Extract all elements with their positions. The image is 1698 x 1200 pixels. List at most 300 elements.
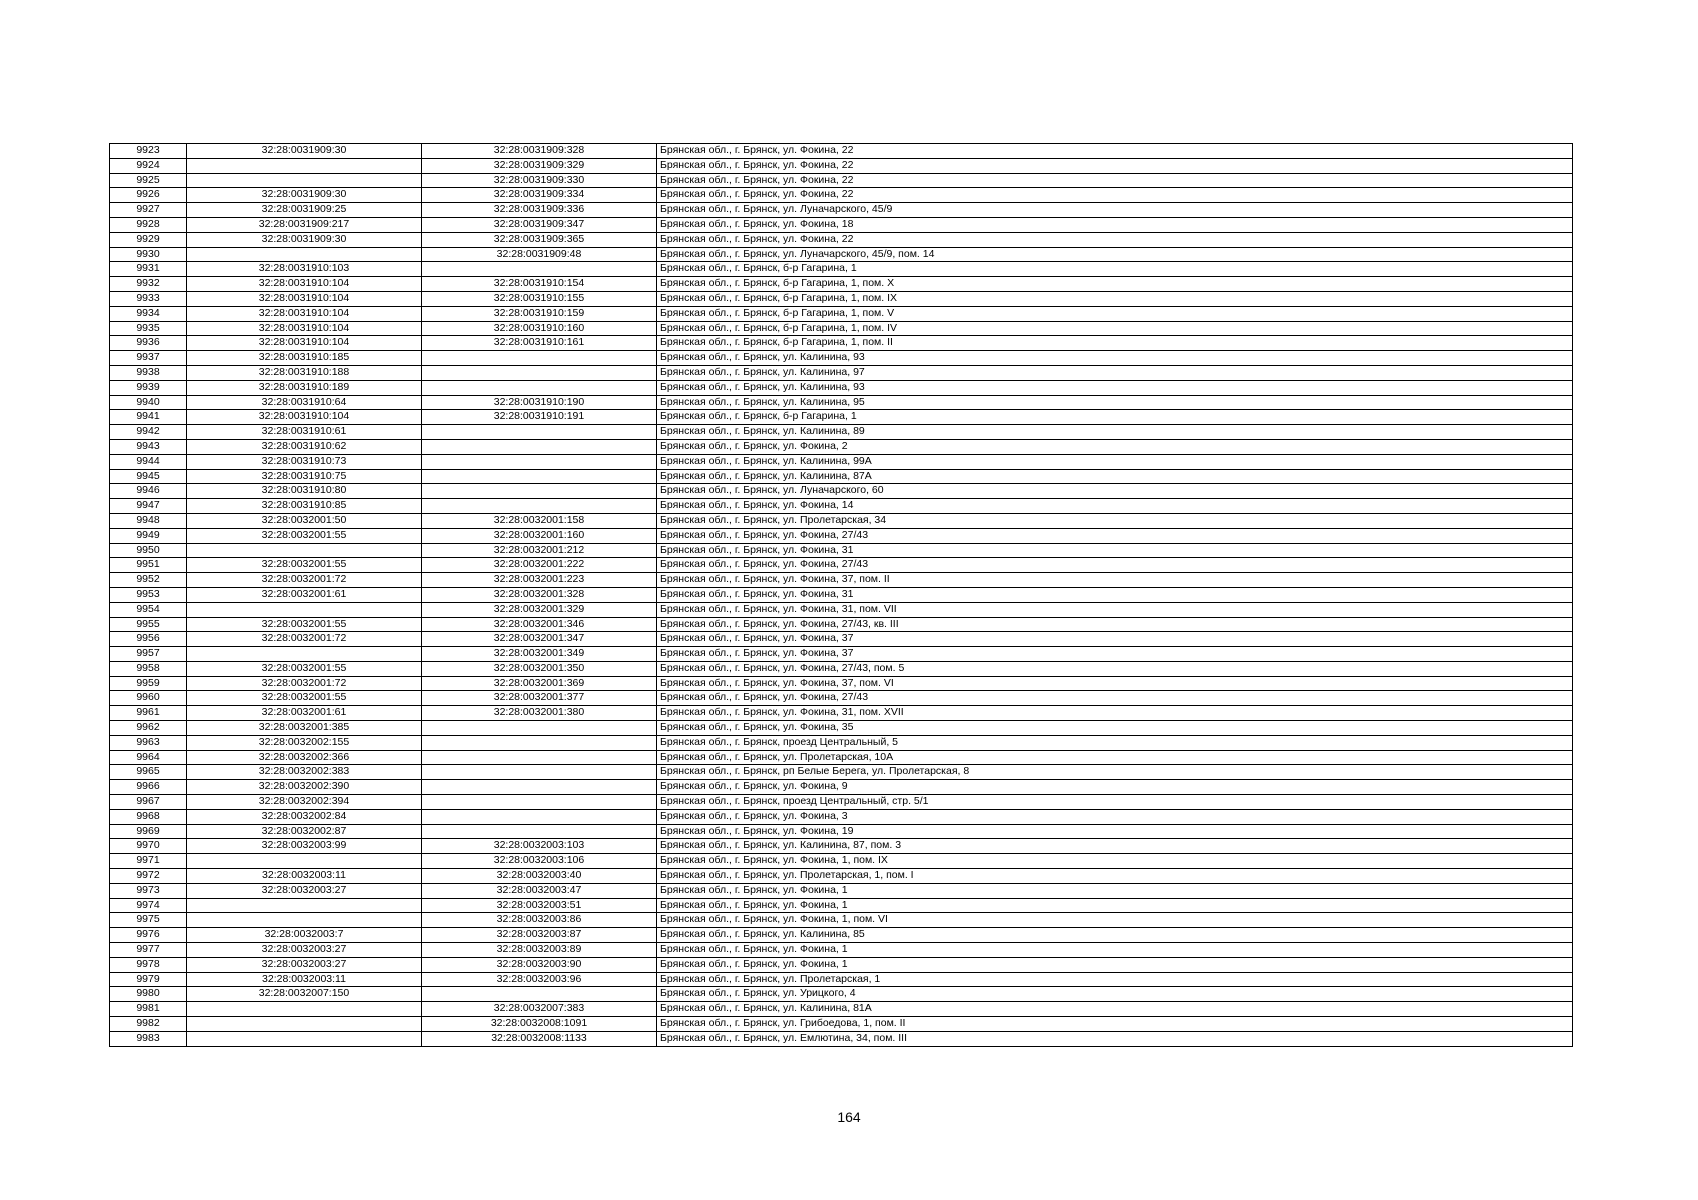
object-cadastral-number-cell: 32:28:0032003:103 [422,839,657,854]
row-number-cell: 9930 [110,247,187,262]
row-number-cell: 9951 [110,558,187,573]
object-cadastral-number-cell: 32:28:0032001:329 [422,602,657,617]
parcel-cadastral-number-cell: 32:28:0031910:80 [187,484,422,499]
parcel-cadastral-number-cell [187,913,422,928]
table-row [110,484,1573,499]
row-number-cell: 9967 [110,795,187,810]
object-cadastral-number-cell: 32:28:0031910:191 [422,410,657,425]
row-number-cell: 9969 [110,824,187,839]
parcel-cadastral-number-cell: 32:28:0031909:30 [187,188,422,203]
row-number-cell: 9955 [110,617,187,632]
parcel-cadastral-number-cell: 32:28:0032007:150 [187,987,422,1002]
object-cadastral-number-cell: 32:28:0032001:160 [422,528,657,543]
table-row [110,158,1573,173]
row-number-cell: 9962 [110,721,187,736]
parcel-cadastral-number-cell: 32:28:0031910:104 [187,277,422,292]
parcel-cadastral-number-cell: 32:28:0032003:11 [187,869,422,884]
row-number-cell: 9944 [110,454,187,469]
object-cadastral-number-cell [422,365,657,380]
row-number-cell: 9970 [110,839,187,854]
row-number-cell: 9964 [110,750,187,765]
parcel-cadastral-number-cell: 32:28:0032001:55 [187,558,422,573]
address-cell: Брянская обл., г. Брянск, ул. Фокина, 31 [657,587,1573,602]
address-cell: Брянская обл., г. Брянск, ул. Пролетарская, 10А [657,750,1573,765]
table-row [110,425,1573,440]
table-row [110,602,1573,617]
table-body [110,144,1573,1047]
address-cell: Брянская обл., г. Брянск, ул. Фокина, 27/43 [657,558,1573,573]
parcel-cadastral-number-cell [187,173,422,188]
address-cell: Брянская обл., г. Брянск, ул. Калинина, 93 [657,380,1573,395]
address-cell: Брянская обл., г. Брянск, ул. Фокина, 22 [657,158,1573,173]
object-cadastral-number-cell [422,469,657,484]
row-number-cell: 9926 [110,188,187,203]
table-row [110,869,1573,884]
address-cell: Брянская обл., г. Брянск, ул. Калинина, 87, пом. 3 [657,839,1573,854]
object-cadastral-number-cell: 32:28:0032001:377 [422,691,657,706]
object-cadastral-number-cell [422,765,657,780]
address-cell: Брянская обл., г. Брянск, ул. Фокина, 31, пом. XVII [657,706,1573,721]
address-cell: Брянская обл., г. Брянск, ул. Луначарского, 45/9, пом. 14 [657,247,1573,262]
address-cell: Брянская обл., г. Брянск, б-р Гагарина, 1, пом. V [657,306,1573,321]
parcel-cadastral-number-cell [187,898,422,913]
parcel-cadastral-number-cell: 32:28:0032002:366 [187,750,422,765]
parcel-cadastral-number-cell: 32:28:0031910:61 [187,425,422,440]
address-cell: Брянская обл., г. Брянск, ул. Фокина, 22 [657,173,1573,188]
table-row [110,439,1573,454]
address-cell: Брянская обл., г. Брянск, ул. Фокина, 19 [657,824,1573,839]
object-cadastral-number-cell: 32:28:0031909:330 [422,173,657,188]
table-row [110,972,1573,987]
address-cell: Брянская обл., г. Брянск, ул. Фокина, 22 [657,188,1573,203]
parcel-cadastral-number-cell: 32:28:0032002:87 [187,824,422,839]
address-cell: Брянская обл., г. Брянск, ул. Фокина, 14 [657,499,1573,514]
table-row [110,321,1573,336]
address-cell: Брянская обл., г. Брянск, ул. Фокина, 31 [657,543,1573,558]
address-cell: Брянская обл., г. Брянск, ул. Фокина, 35 [657,721,1573,736]
table-row [110,573,1573,588]
object-cadastral-number-cell [422,499,657,514]
row-number-cell: 9971 [110,854,187,869]
row-number-cell: 9935 [110,321,187,336]
row-number-cell: 9982 [110,1017,187,1032]
table-row [110,1002,1573,1017]
row-number-cell: 9925 [110,173,187,188]
parcel-cadastral-number-cell [187,247,422,262]
row-number-cell: 9929 [110,232,187,247]
address-cell: Брянская обл., г. Брянск, рп Белые Берега, ул. Пролетарская, 8 [657,765,1573,780]
parcel-cadastral-number-cell: 32:28:0032001:55 [187,617,422,632]
object-cadastral-number-cell: 32:28:0031909:328 [422,144,657,159]
object-cadastral-number-cell: 32:28:0032001:347 [422,632,657,647]
address-cell: Брянская обл., г. Брянск, ул. Луначарского, 60 [657,484,1573,499]
row-number-cell: 9965 [110,765,187,780]
address-cell: Брянская обл., г. Брянск, ул. Пролетарская, 1, пом. I [657,869,1573,884]
parcel-cadastral-number-cell: 32:28:0031910:73 [187,454,422,469]
address-cell: Брянская обл., г. Брянск, ул. Фокина, 27/43 [657,691,1573,706]
row-number-cell: 9949 [110,528,187,543]
object-cadastral-number-cell: 32:28:0031910:190 [422,395,657,410]
row-number-cell: 9973 [110,883,187,898]
row-number-cell: 9956 [110,632,187,647]
table-row [110,617,1573,632]
address-cell: Брянская обл., г. Брянск, ул. Фокина, 1 [657,957,1573,972]
table-row [110,336,1573,351]
object-cadastral-number-cell [422,809,657,824]
table-row [110,913,1573,928]
row-number-cell: 9927 [110,203,187,218]
object-cadastral-number-cell: 32:28:0031909:329 [422,158,657,173]
page-number: 164 [837,1109,861,1125]
address-cell: Брянская обл., г. Брянск, ул. Фокина, 1 [657,943,1573,958]
table-row [110,543,1573,558]
row-number-cell: 9966 [110,780,187,795]
table-row [110,691,1573,706]
address-cell: Брянская обл., г. Брянск, ул. Калинина, 85 [657,928,1573,943]
table-row [110,647,1573,662]
address-cell: Брянская обл., г. Брянск, ул. Фокина, 22 [657,144,1573,159]
parcel-cadastral-number-cell: 32:28:0031910:75 [187,469,422,484]
table-row [110,203,1573,218]
object-cadastral-number-cell: 32:28:0032001:158 [422,513,657,528]
address-cell: Брянская обл., г. Брянск, ул. Фокина, 2 [657,439,1573,454]
table-row [110,513,1573,528]
parcel-cadastral-number-cell: 32:28:0032001:50 [187,513,422,528]
object-cadastral-number-cell: 32:28:0032001:350 [422,661,657,676]
parcel-cadastral-number-cell: 32:28:0032003:99 [187,839,422,854]
address-cell: Брянская обл., г. Брянск, ул. Калинина, 99А [657,454,1573,469]
object-cadastral-number-cell: 32:28:0032003:90 [422,957,657,972]
row-number-cell: 9943 [110,439,187,454]
address-cell: Брянская обл., г. Брянск, ул. Фокина, 1, пом. VI [657,913,1573,928]
object-cadastral-number-cell: 32:28:0031909:336 [422,203,657,218]
address-cell: Брянская обл., г. Брянск, ул. Фокина, 27/43 [657,528,1573,543]
row-number-cell: 9948 [110,513,187,528]
table-row [110,587,1573,602]
parcel-cadastral-number-cell: 32:28:0032003:27 [187,883,422,898]
table-row [110,469,1573,484]
parcel-cadastral-number-cell: 32:28:0031910:188 [187,365,422,380]
address-cell: Брянская обл., г. Брянск, ул. Пролетарская, 34 [657,513,1573,528]
address-cell: Брянская обл., г. Брянск, ул. Фокина, 27/43, пом. 5 [657,661,1573,676]
object-cadastral-number-cell: 32:28:0032001:369 [422,676,657,691]
row-number-cell: 9924 [110,158,187,173]
parcel-cadastral-number-cell: 32:28:0031910:189 [187,380,422,395]
object-cadastral-number-cell [422,439,657,454]
address-cell: Брянская обл., г. Брянск, ул. Грибоедова, 1, пом. II [657,1017,1573,1032]
parcel-cadastral-number-cell: 32:28:0031910:64 [187,395,422,410]
address-cell: Брянская обл., г. Брянск, ул. Фокина, 22 [657,232,1573,247]
table-row [110,558,1573,573]
address-cell: Брянская обл., г. Брянск, ул. Фокина, 37, пом. II [657,573,1573,588]
table-row [110,765,1573,780]
object-cadastral-number-cell: 32:28:0031910:155 [422,291,657,306]
object-cadastral-number-cell: 32:28:0032003:96 [422,972,657,987]
object-cadastral-number-cell: 32:28:0032003:87 [422,928,657,943]
row-number-cell: 9945 [110,469,187,484]
row-number-cell: 9979 [110,972,187,987]
address-cell: Брянская обл., г. Брянск, ул. Фокина, 37 [657,632,1573,647]
row-number-cell: 9980 [110,987,187,1002]
table-row [110,854,1573,869]
row-number-cell: 9978 [110,957,187,972]
row-number-cell: 9968 [110,809,187,824]
address-cell: Брянская обл., г. Брянск, проезд Центральный, 5 [657,735,1573,750]
address-cell: Брянская обл., г. Брянск, ул. Луначарского, 45/9 [657,203,1573,218]
table-row [110,395,1573,410]
table-row [110,173,1573,188]
row-number-cell: 9950 [110,543,187,558]
row-number-cell: 9942 [110,425,187,440]
parcel-cadastral-number-cell: 32:28:0032003:11 [187,972,422,987]
address-cell: Брянская обл., г. Брянск, ул. Фокина, 31, пом. VII [657,602,1573,617]
parcel-cadastral-number-cell: 32:28:0032001:61 [187,706,422,721]
parcel-cadastral-number-cell: 32:28:0032001:72 [187,573,422,588]
object-cadastral-number-cell: 32:28:0031910:159 [422,306,657,321]
object-cadastral-number-cell: 32:28:0032003:86 [422,913,657,928]
object-cadastral-number-cell: 32:28:0032001:212 [422,543,657,558]
table-row [110,277,1573,292]
object-cadastral-number-cell: 32:28:0032008:1091 [422,1017,657,1032]
property-register-table [109,143,1573,1047]
object-cadastral-number-cell [422,721,657,736]
address-cell: Брянская обл., г. Брянск, б-р Гагарина, 1, пом. IX [657,291,1573,306]
address-cell: Брянская обл., г. Брянск, ул. Фокина, 18 [657,217,1573,232]
parcel-cadastral-number-cell: 32:28:0031910:185 [187,351,422,366]
table-row [110,661,1573,676]
parcel-cadastral-number-cell [187,1031,422,1046]
object-cadastral-number-cell: 32:28:0031909:334 [422,188,657,203]
table-row [110,380,1573,395]
parcel-cadastral-number-cell: 32:28:0031910:104 [187,306,422,321]
row-number-cell: 9931 [110,262,187,277]
row-number-cell: 9941 [110,410,187,425]
table-row [110,898,1573,913]
table-row [110,454,1573,469]
object-cadastral-number-cell [422,987,657,1002]
row-number-cell: 9952 [110,573,187,588]
table-row [110,839,1573,854]
row-number-cell: 9983 [110,1031,187,1046]
parcel-cadastral-number-cell: 32:28:0031909:30 [187,232,422,247]
object-cadastral-number-cell [422,735,657,750]
row-number-cell: 9947 [110,499,187,514]
object-cadastral-number-cell: 32:28:0032003:47 [422,883,657,898]
address-cell: Брянская обл., г. Брянск, ул. Калинина, 81А [657,1002,1573,1017]
table-row [110,706,1573,721]
object-cadastral-number-cell: 32:28:0032001:222 [422,558,657,573]
table-row [110,632,1573,647]
table-row [110,499,1573,514]
table-row [110,144,1573,159]
object-cadastral-number-cell [422,351,657,366]
row-number-cell: 9975 [110,913,187,928]
table-row [110,217,1573,232]
parcel-cadastral-number-cell: 32:28:0032001:55 [187,661,422,676]
row-number-cell: 9934 [110,306,187,321]
table-row [110,957,1573,972]
parcel-cadastral-number-cell: 32:28:0031909:217 [187,217,422,232]
parcel-cadastral-number-cell: 32:28:0031910:104 [187,336,422,351]
row-number-cell: 9957 [110,647,187,662]
parcel-cadastral-number-cell: 32:28:0032002:84 [187,809,422,824]
object-cadastral-number-cell [422,262,657,277]
table-row [110,795,1573,810]
table-row [110,780,1573,795]
object-cadastral-number-cell: 32:28:0032001:346 [422,617,657,632]
object-cadastral-number-cell: 32:28:0032008:1133 [422,1031,657,1046]
row-number-cell: 9940 [110,395,187,410]
parcel-cadastral-number-cell [187,1002,422,1017]
object-cadastral-number-cell: 32:28:0032003:40 [422,869,657,884]
object-cadastral-number-cell [422,380,657,395]
object-cadastral-number-cell: 32:28:0032001:349 [422,647,657,662]
address-cell: Брянская обл., г. Брянск, ул. Калинина, 95 [657,395,1573,410]
parcel-cadastral-number-cell: 32:28:0031909:25 [187,203,422,218]
address-cell: Брянская обл., г. Брянск, ул. Фокина, 1 [657,898,1573,913]
address-cell: Брянская обл., г. Брянск, ул. Фокина, 37, пом. VI [657,676,1573,691]
row-number-cell: 9977 [110,943,187,958]
object-cadastral-number-cell: 32:28:0032001:380 [422,706,657,721]
object-cadastral-number-cell [422,750,657,765]
row-number-cell: 9939 [110,380,187,395]
object-cadastral-number-cell: 32:28:0032003:89 [422,943,657,958]
parcel-cadastral-number-cell: 32:28:0032002:390 [187,780,422,795]
row-number-cell: 9946 [110,484,187,499]
row-number-cell: 9932 [110,277,187,292]
address-cell: Брянская обл., г. Брянск, ул. Фокина, 1 [657,883,1573,898]
table-row [110,247,1573,262]
parcel-cadastral-number-cell: 32:28:0032001:55 [187,528,422,543]
object-cadastral-number-cell: 32:28:0031910:154 [422,277,657,292]
table-row [110,676,1573,691]
row-number-cell: 9938 [110,365,187,380]
object-cadastral-number-cell: 32:28:0032007:383 [422,1002,657,1017]
address-cell: Брянская обл., г. Брянск, ул. Емлютина, 34, пом. III [657,1031,1573,1046]
parcel-cadastral-number-cell: 32:28:0032003:27 [187,957,422,972]
parcel-cadastral-number-cell: 32:28:0031910:104 [187,410,422,425]
row-number-cell: 9961 [110,706,187,721]
row-number-cell: 9963 [110,735,187,750]
table-row [110,351,1573,366]
object-cadastral-number-cell: 32:28:0031910:161 [422,336,657,351]
object-cadastral-number-cell [422,425,657,440]
object-cadastral-number-cell: 32:28:0031909:347 [422,217,657,232]
object-cadastral-number-cell: 32:28:0032003:106 [422,854,657,869]
parcel-cadastral-number-cell: 32:28:0032001:385 [187,721,422,736]
table-row [110,735,1573,750]
row-number-cell: 9937 [110,351,187,366]
table-row [110,232,1573,247]
parcel-cadastral-number-cell: 32:28:0031910:103 [187,262,422,277]
address-cell: Брянская обл., г. Брянск, ул. Фокина, 27/43, кв. III [657,617,1573,632]
parcel-cadastral-number-cell: 32:28:0031910:62 [187,439,422,454]
address-cell: Брянская обл., г. Брянск, ул. Калинина, 93 [657,351,1573,366]
row-number-cell: 9936 [110,336,187,351]
address-cell: Брянская обл., г. Брянск, ул. Фокина, 3 [657,809,1573,824]
table-row [110,1031,1573,1046]
parcel-cadastral-number-cell: 32:28:0032003:27 [187,943,422,958]
table-row [110,750,1573,765]
row-number-cell: 9974 [110,898,187,913]
row-number-cell: 9960 [110,691,187,706]
address-cell: Брянская обл., г. Брянск, б-р Гагарина, 1, пом. IV [657,321,1573,336]
address-cell: Брянская обл., г. Брянск, б-р Гагарина, 1 [657,262,1573,277]
row-number-cell: 9959 [110,676,187,691]
object-cadastral-number-cell: 32:28:0031909:365 [422,232,657,247]
row-number-cell: 9981 [110,1002,187,1017]
parcel-cadastral-number-cell [187,543,422,558]
parcel-cadastral-number-cell: 32:28:0032002:383 [187,765,422,780]
table-row [110,306,1573,321]
object-cadastral-number-cell: 32:28:0032003:51 [422,898,657,913]
address-cell: Брянская обл., г. Брянск, ул. Калинина, 97 [657,365,1573,380]
table-row [110,824,1573,839]
row-number-cell: 9953 [110,587,187,602]
address-cell: Брянская обл., г. Брянск, б-р Гагарина, 1, пом. X [657,277,1573,292]
object-cadastral-number-cell: 32:28:0032001:223 [422,573,657,588]
parcel-cadastral-number-cell: 32:28:0031910:104 [187,291,422,306]
table-row [110,883,1573,898]
parcel-cadastral-number-cell: 32:28:0031910:104 [187,321,422,336]
parcel-cadastral-number-cell: 32:28:0032003:7 [187,928,422,943]
address-cell: Брянская обл., г. Брянск, ул. Фокина, 37 [657,647,1573,662]
object-cadastral-number-cell: 32:28:0031910:160 [422,321,657,336]
row-number-cell: 9933 [110,291,187,306]
table-row [110,188,1573,203]
address-cell: Брянская обл., г. Брянск, ул. Пролетарская, 1 [657,972,1573,987]
table-row [110,928,1573,943]
parcel-cadastral-number-cell: 32:28:0032001:61 [187,587,422,602]
table-row [110,365,1573,380]
object-cadastral-number-cell [422,454,657,469]
table-row [110,262,1573,277]
row-number-cell: 9954 [110,602,187,617]
object-cadastral-number-cell [422,780,657,795]
address-cell: Брянская обл., г. Брянск, проезд Центральный, стр. 5/1 [657,795,1573,810]
parcel-cadastral-number-cell: 32:28:0031910:85 [187,499,422,514]
row-number-cell: 9928 [110,217,187,232]
parcel-cadastral-number-cell [187,1017,422,1032]
table-row [110,291,1573,306]
address-cell: Брянская обл., г. Брянск, ул. Калинина, 89 [657,425,1573,440]
parcel-cadastral-number-cell: 32:28:0032002:155 [187,735,422,750]
parcel-cadastral-number-cell [187,158,422,173]
parcel-cadastral-number-cell: 32:28:0031909:30 [187,144,422,159]
address-cell: Брянская обл., г. Брянск, ул. Фокина, 1, пом. IX [657,854,1573,869]
address-cell: Брянская обл., г. Брянск, ул. Урицкого, 4 [657,987,1573,1002]
row-number-cell: 9976 [110,928,187,943]
table-row [110,809,1573,824]
table-row [110,987,1573,1002]
row-number-cell: 9972 [110,869,187,884]
table-row [110,410,1573,425]
table-row [110,528,1573,543]
object-cadastral-number-cell: 32:28:0031909:48 [422,247,657,262]
address-cell: Брянская обл., г. Брянск, б-р Гагарина, 1 [657,410,1573,425]
parcel-cadastral-number-cell: 32:28:0032001:55 [187,691,422,706]
address-cell: Брянская обл., г. Брянск, б-р Гагарина, 1, пом. II [657,336,1573,351]
row-number-cell: 9958 [110,661,187,676]
parcel-cadastral-number-cell: 32:28:0032002:394 [187,795,422,810]
parcel-cadastral-number-cell [187,602,422,617]
parcel-cadastral-number-cell: 32:28:0032001:72 [187,632,422,647]
table-row [110,721,1573,736]
parcel-cadastral-number-cell [187,647,422,662]
object-cadastral-number-cell: 32:28:0032001:328 [422,587,657,602]
address-cell: Брянская обл., г. Брянск, ул. Калинина, 87А [657,469,1573,484]
table-row [110,1017,1573,1032]
